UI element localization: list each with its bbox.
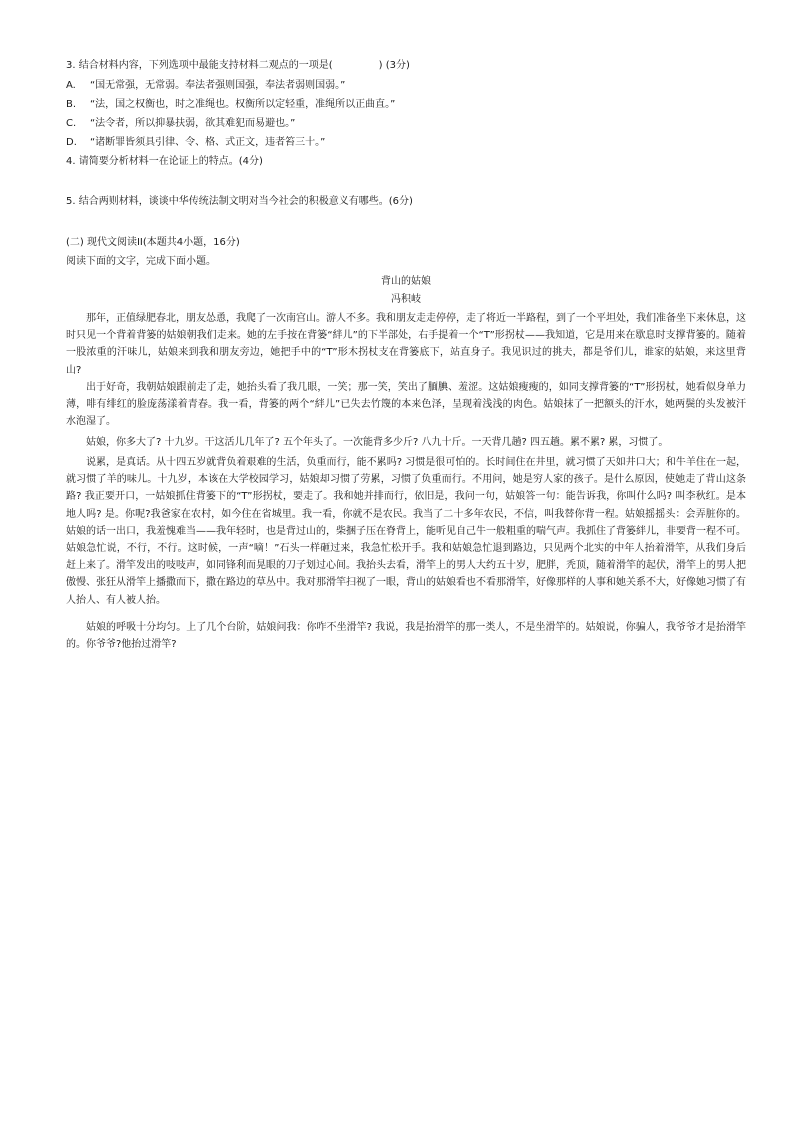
article-title: 背山的姑娘 [381,276,431,287]
option-d-letter: D. [66,137,77,148]
question-5: 5. 结合两则材料，谈谈中华传统法制文明对当今社会的积极意义有哪些。(6分) [66,196,413,207]
option-b [66,98,746,112]
article-paragraph-1: 那年，正值绿肥春北，朋友怂恿，我爬了一次南宫山。游人不多。我和朋友走走停停，走了将近一半路程，到了一个平坦处，我们准备坐下来休息，这时只见一个背着背篓的姑娘朝我们走来。她的左手按在背篓“絆儿”的下半部处，右手提着一个“T”形拐杖——我知道，它是用来在歇息时支撑背篓的。随着一股浓重的汗味儿，姑娘来到我和朋友旁边，她把手中的“T”形木拐杖支在背篓底下，站直身子。我见识过的挑夫，都是爷们儿，谁家的姑娘，来这里背山? [66,313,746,376]
article-paragraph-3: 姑娘，你多大了? 十九岁。干这活儿几年了? 五个年头了。一次能背多少斤? 八九十斤。一天背几趟? 四五趟。累不累? 累，习惯了。 [86,437,669,448]
article-paragraph-5: 姑娘的呼吸十分均匀。上了几个台阶，姑娘问我：你咋不坐滑竿? 我说，我是抬滑竿的那一类人，不是坐滑竿的。姑娘说，你骗人，我爷爷才是抬滑竿的。你爷爷?他抬过滑竿? [66,622,746,651]
question-4: 4. 请简要分析材料一在论证上的特点。(4分) [66,156,263,167]
option-b-text: “法，国之权衡也，时之准绳也。权衡所以定轻重，准绳所以正曲直。” [90,99,396,110]
option-a [66,79,746,93]
article-paragraph-4: 说累，是真话。从十四五岁就背负着艰难的生活，负重而行，能不累吗? 习惯是很可怕的。长时间住在井里，就习惯了天如井口大；和牛羊住在一起，就习惯了羊的味儿。十九岁，本该在大学校园学习，姑娘却习惯了劳累，习惯了负重而行。不用问，她是穷人家的孩子。是什么原因，使她走了背山这条路? 我正要开口，一姑娘抓住背篓下的“T”形拐杖，要走了。我和她并排而行，依旧是，我问一句，姑娘答一句：能告诉我，你叫什么吗? 叫李秋红。是本地人吗? 是。你呢?我爸家在农村，如今住在省城里。我一看，你就不是农民。我当了二十多年农民，不信，叫我替你背一程。姑娘摇摇头：会弄脏你的。姑娘的话一出口，我羞愧难当——我年轻时，也是背过山的，柴捆子压在脊背上，能听见自己牛一般粗重的喘气声。我抓住了背篓絆儿，非要背一程不可。姑娘急忙说，不行，不行。这时候，一声“嘀！”石头一样砸过来，我急忙松开手。我和姑娘急忙退到路边，只见两个北实的中年人抬着滑竿，从我们身后赶上来了。滑竿发出的吱吱声，如同锋利而晃眼的刀子划过心间。我抬头去看，滑竿上的男人大约五十岁，肥胖，秃顶，随着滑竿的起伏，滑竿上的男人把傲慢、张狂从滑竿上播撒而下，撒在路边的草丛中。我对那滑竿扫视了一眼，背山的姑娘看也不看那滑竿，好像那样的人事和她关系不大，好像她习惯了有人抬人、有人被人抬。 [66,457,746,606]
article-paragraph-2: 出于好奇，我朝姑娘跟前走了走，她抬头看了我几眼，一笑；那一笑，笑出了腼腆、羞涩。这姑娘瘦瘦的，如同支撑背篓的“T”形拐杖，她看似身单力薄，啡有绯红的脸庞荡漾着青春。我一看，背篓的两个“絆儿”已失去竹篾的本来色泽，呈现着浅浅的肉色。姑娘抹了一把额头的汗水，她两鬓的头发被汗水泡湿了。 [66,382,746,428]
option-a-text: “国无常强，无常弱。奉法者强则国强，奉法者弱则国弱。” [90,80,346,91]
option-c-text: “法令者，所以抑暴扶弱，欲其难犯而易避也。” [90,118,296,129]
option-d [66,136,746,150]
question-3-stem [66,59,746,73]
question-3-points: ) (3分) [378,60,410,71]
article-author: 冯积岐 [391,294,421,305]
section-heading: (二) 现代文阅读II(本题共4小题，16分) [66,237,240,248]
option-b-letter: B. [66,99,77,110]
section-instruction: 阅读下面的文字，完成下面小题。 [66,256,216,267]
option-a-letter: A. [66,80,76,91]
option-d-text: “诸断罪皆须具引律、令、格、式正文，违者笞三十。” [90,137,326,148]
question-3-stem-text: 3. 结合材料内容，下列选项中最能支持材料二观点的一项是( [66,60,333,71]
option-c-letter: C. [66,118,77,129]
option-c [66,117,746,131]
